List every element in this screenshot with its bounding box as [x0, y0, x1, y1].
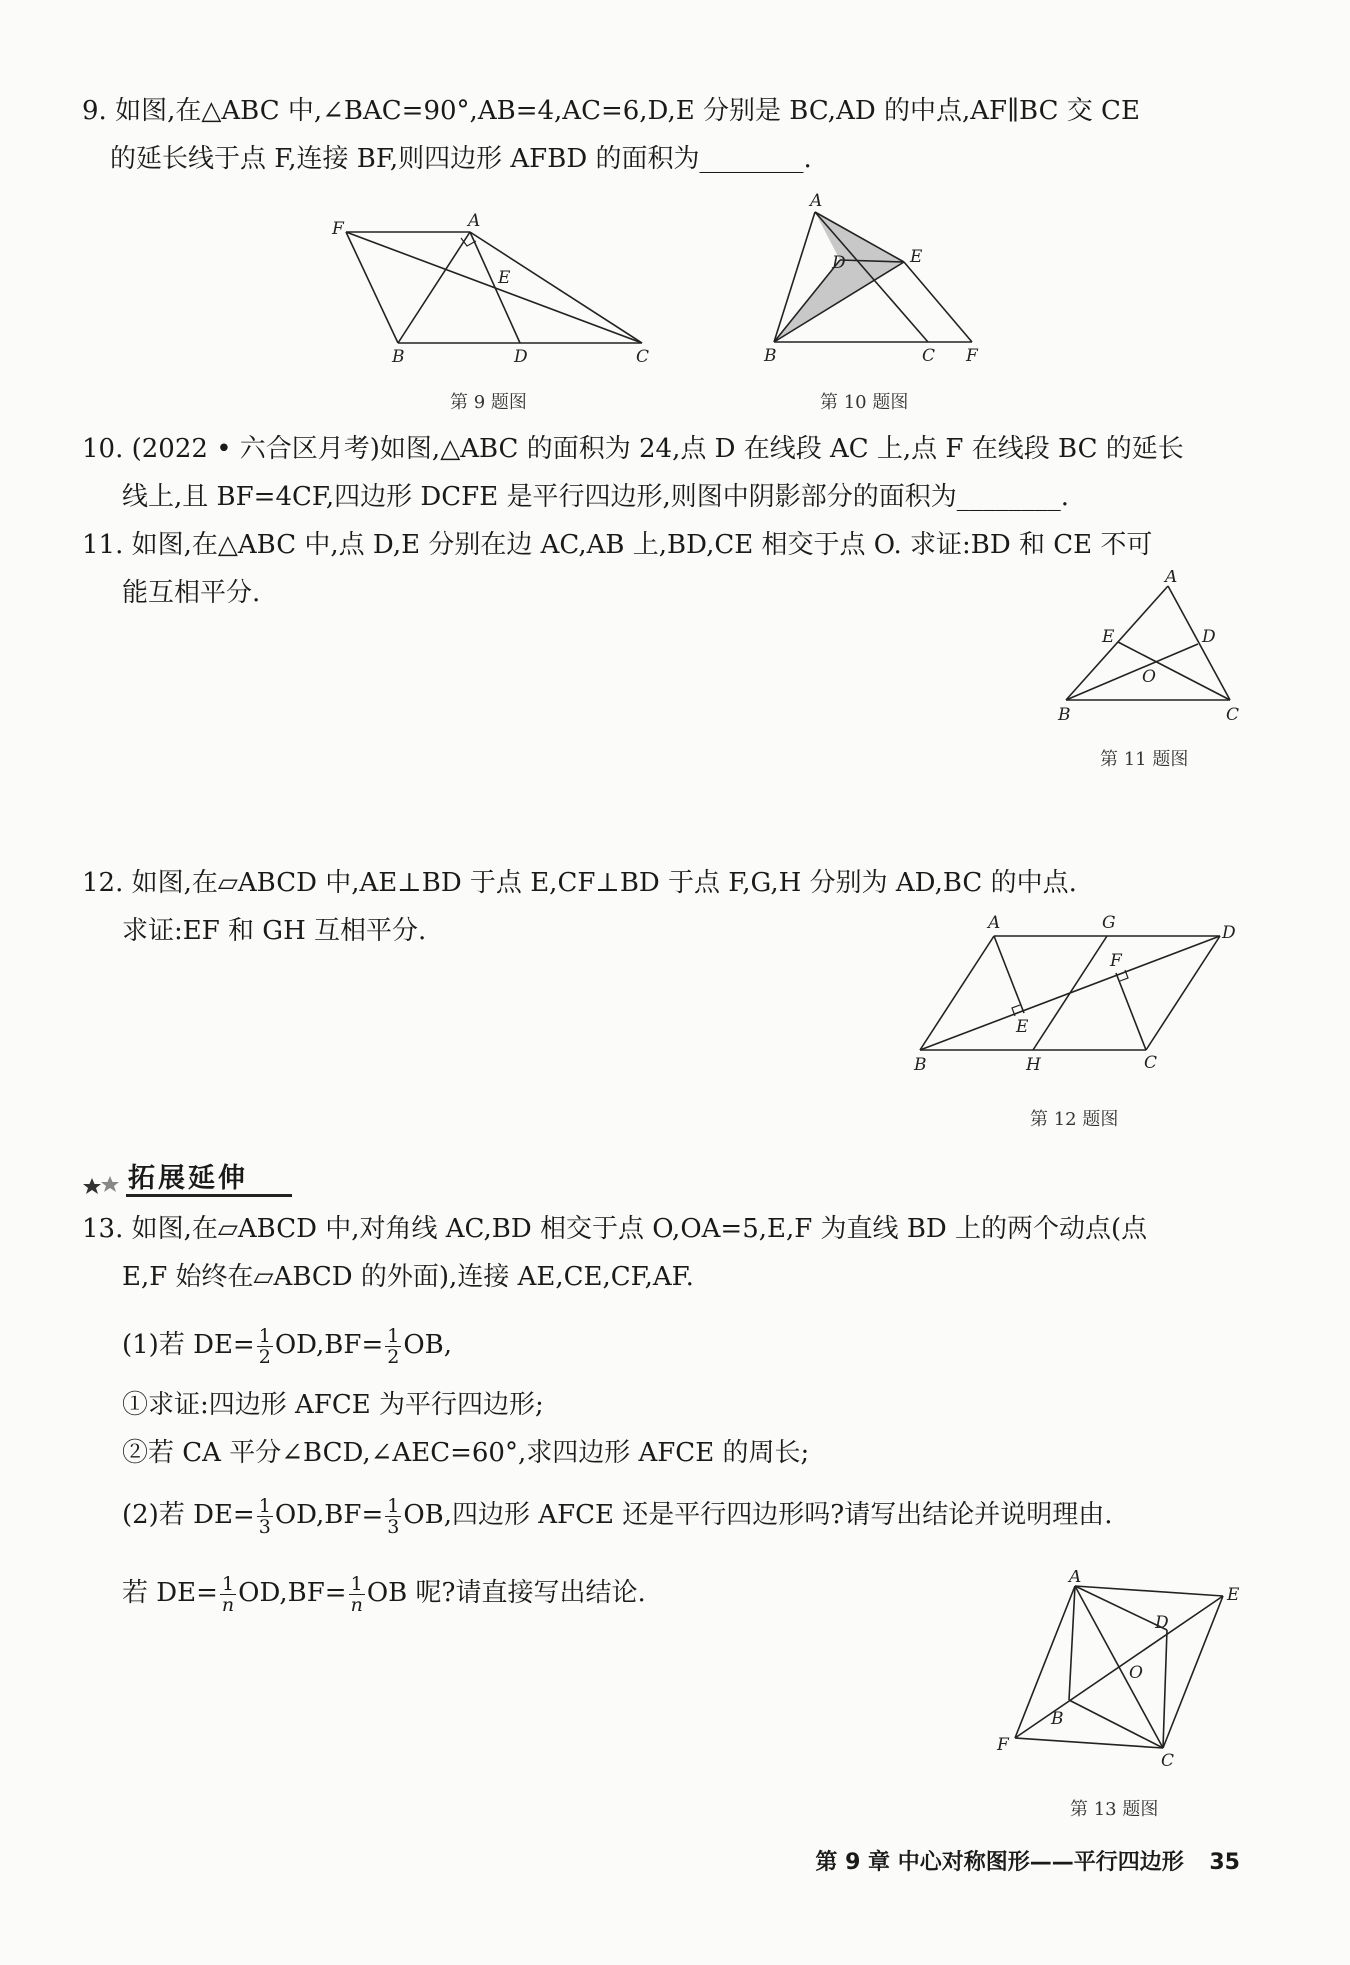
q13-item2: ②若 CA 平分∠BCD,∠AEC=60°,求四边形 AFCE 的周长; [122, 1438, 810, 1468]
q13-figure [985, 1570, 1245, 1770]
q10-text-line1: 10. (2022 • 六合区月考)如图,△ABC 的面积为 24,点 D 在线段 AC 上,点 F 在线段 BC 的延长 [82, 434, 1184, 464]
q10-caption: 第 10 题图 [820, 392, 909, 413]
q13-part3-prefix: 若 DE= [122, 1578, 218, 1608]
fraction-numerator: 1 [387, 1324, 400, 1347]
section-rule [126, 1194, 292, 1197]
q13-part3-mid: OD,BF= [238, 1578, 347, 1608]
q13-label-B: B [1051, 1709, 1064, 1729]
q9-label-E: E [498, 268, 511, 288]
q13-part1-suffix: OB, [403, 1330, 453, 1360]
q12-text-line2: 求证:EF 和 GH 互相平分. [122, 916, 427, 946]
fraction-one-half [257, 1326, 273, 1367]
q11-text-line1: 11. 如图,在△ABC 中,点 D,E 分别在边 AC,AB 上,BD,CE 相交于点 O. 求证:BD 和 CE 不可 [82, 530, 1153, 560]
fraction-numerator: 1 [220, 1574, 236, 1595]
q13-part1-prefix: (1)若 DE= [122, 1330, 255, 1360]
q13-part2 [122, 1490, 1112, 1540]
q11-label-D: D [1202, 627, 1216, 647]
fraction-one-nth [220, 1574, 236, 1615]
page-footer [815, 1845, 1240, 1876]
q9-text-line2: 的延长线于点 F,连接 BF,则四边形 AFBD 的面积为________. [110, 144, 812, 174]
q13-caption: 第 13 题图 [1070, 1799, 1159, 1820]
fraction-denominator: n [221, 1593, 235, 1616]
q13-text-line2: E,F 始终在▱ABCD 的外面),连接 AE,CE,CF,AF. [122, 1262, 694, 1292]
q13-label-F: F [997, 1735, 1009, 1755]
q13-text-line1: 13. 如图,在▱ABCD 中,对角线 AC,BD 相交于点 O,OA=5,E,F 为直线 BD 上的两个动点(点 [82, 1214, 1148, 1244]
page-number: 35 [1209, 1850, 1240, 1875]
q11-label-C: C [1226, 705, 1240, 725]
q10-label-D: D [832, 253, 846, 273]
q9-label-A: A [468, 211, 481, 231]
fraction-denominator: 2 [258, 1345, 271, 1368]
q12-label-B: B [914, 1055, 927, 1075]
q10-figure [750, 190, 990, 370]
q13-part1 [122, 1320, 452, 1370]
q12-caption: 第 12 题图 [1030, 1109, 1119, 1130]
q11-label-E: E [1102, 627, 1115, 647]
q13-item1: ①求证:四边形 AFCE 为平行四边形; [122, 1390, 544, 1420]
q12-label-G: G [1102, 913, 1116, 933]
q13-label-O: O [1129, 1663, 1143, 1683]
q12-label-A: A [988, 913, 1001, 933]
q10-label-B: B [764, 346, 777, 366]
q13-part2-prefix: (2)若 DE= [122, 1500, 255, 1530]
q9-label-C: C [636, 347, 650, 367]
fraction-one-third [257, 1496, 273, 1537]
q12-label-F: F [1110, 951, 1122, 971]
q13-part3-suffix: OB 呢?请直接写出结论. [366, 1578, 646, 1608]
q11-label-A: A [1165, 570, 1178, 587]
q13-label-E: E [1227, 1585, 1240, 1605]
q9-figure [330, 210, 660, 370]
q12-label-D: D [1222, 923, 1236, 943]
q9-label-F: F [332, 219, 344, 239]
fraction-denominator: 2 [387, 1345, 400, 1368]
q13-part2-mid: OD,BF= [274, 1500, 384, 1530]
q10-label-E: E [910, 247, 923, 267]
q11-label-B: B [1058, 705, 1071, 725]
q13-label-C: C [1161, 1751, 1175, 1770]
q9-label-B: B [392, 347, 405, 367]
fraction-numerator: 1 [258, 1494, 271, 1517]
q10-text-line2: 线上,且 BF=4CF,四边形 DCFE 是平行四边形,则图中阴影部分的面积为________. [122, 482, 1069, 512]
q13-part3 [122, 1568, 646, 1618]
footer-chapter: 第 9 章 中心对称图形——平行四边形 [815, 1850, 1184, 1875]
q11-text-line2: 能互相平分. [122, 578, 261, 608]
q12-label-C: C [1144, 1053, 1158, 1073]
q13-part2-suffix: OB,四边形 AFCE 还是平行四边形吗?请写出结论并说明理由. [403, 1500, 1113, 1530]
section-header [82, 1152, 292, 1198]
fraction-numerator: 1 [258, 1324, 271, 1347]
q12-figure [900, 908, 1250, 1080]
section-title: 拓展延伸 [128, 1163, 248, 1194]
star-icon [82, 1152, 130, 1198]
fraction-one-nth [349, 1574, 365, 1615]
q10-label-C: C [922, 346, 936, 366]
fraction-denominator: 3 [258, 1515, 271, 1538]
q12-text-line1: 12. 如图,在▱ABCD 中,AE⊥BD 于点 E,CF⊥BD 于点 F,G,H 分别为 AD,BC 的中点. [82, 868, 1077, 898]
q9-label-D: D [514, 347, 528, 367]
q11-figure [1050, 570, 1250, 730]
q10-label-F: F [966, 346, 978, 366]
q12-label-H: H [1026, 1055, 1041, 1075]
q10-label-A: A [810, 191, 823, 211]
q12-label-E: E [1016, 1017, 1029, 1037]
q9-caption: 第 9 题图 [450, 392, 527, 413]
fraction-denominator: n [350, 1593, 363, 1616]
q9-text-line1: 9. 如图,在△ABC 中,∠BAC=90°,AB=4,AC=6,D,E 分别是 BC,AD 的中点,AF∥BC 交 CE [82, 96, 1140, 126]
q13-label-A: A [1069, 1570, 1082, 1587]
q11-caption: 第 11 题图 [1100, 749, 1189, 770]
q11-label-O: O [1142, 667, 1156, 687]
fraction-one-third [385, 1496, 401, 1537]
fraction-numerator: 1 [349, 1574, 365, 1595]
fraction-numerator: 1 [387, 1494, 400, 1517]
q13-label-D: D [1155, 1613, 1169, 1633]
q13-part1-mid: OD,BF= [274, 1330, 384, 1360]
fraction-one-half [385, 1326, 401, 1367]
fraction-denominator: 3 [387, 1515, 400, 1538]
